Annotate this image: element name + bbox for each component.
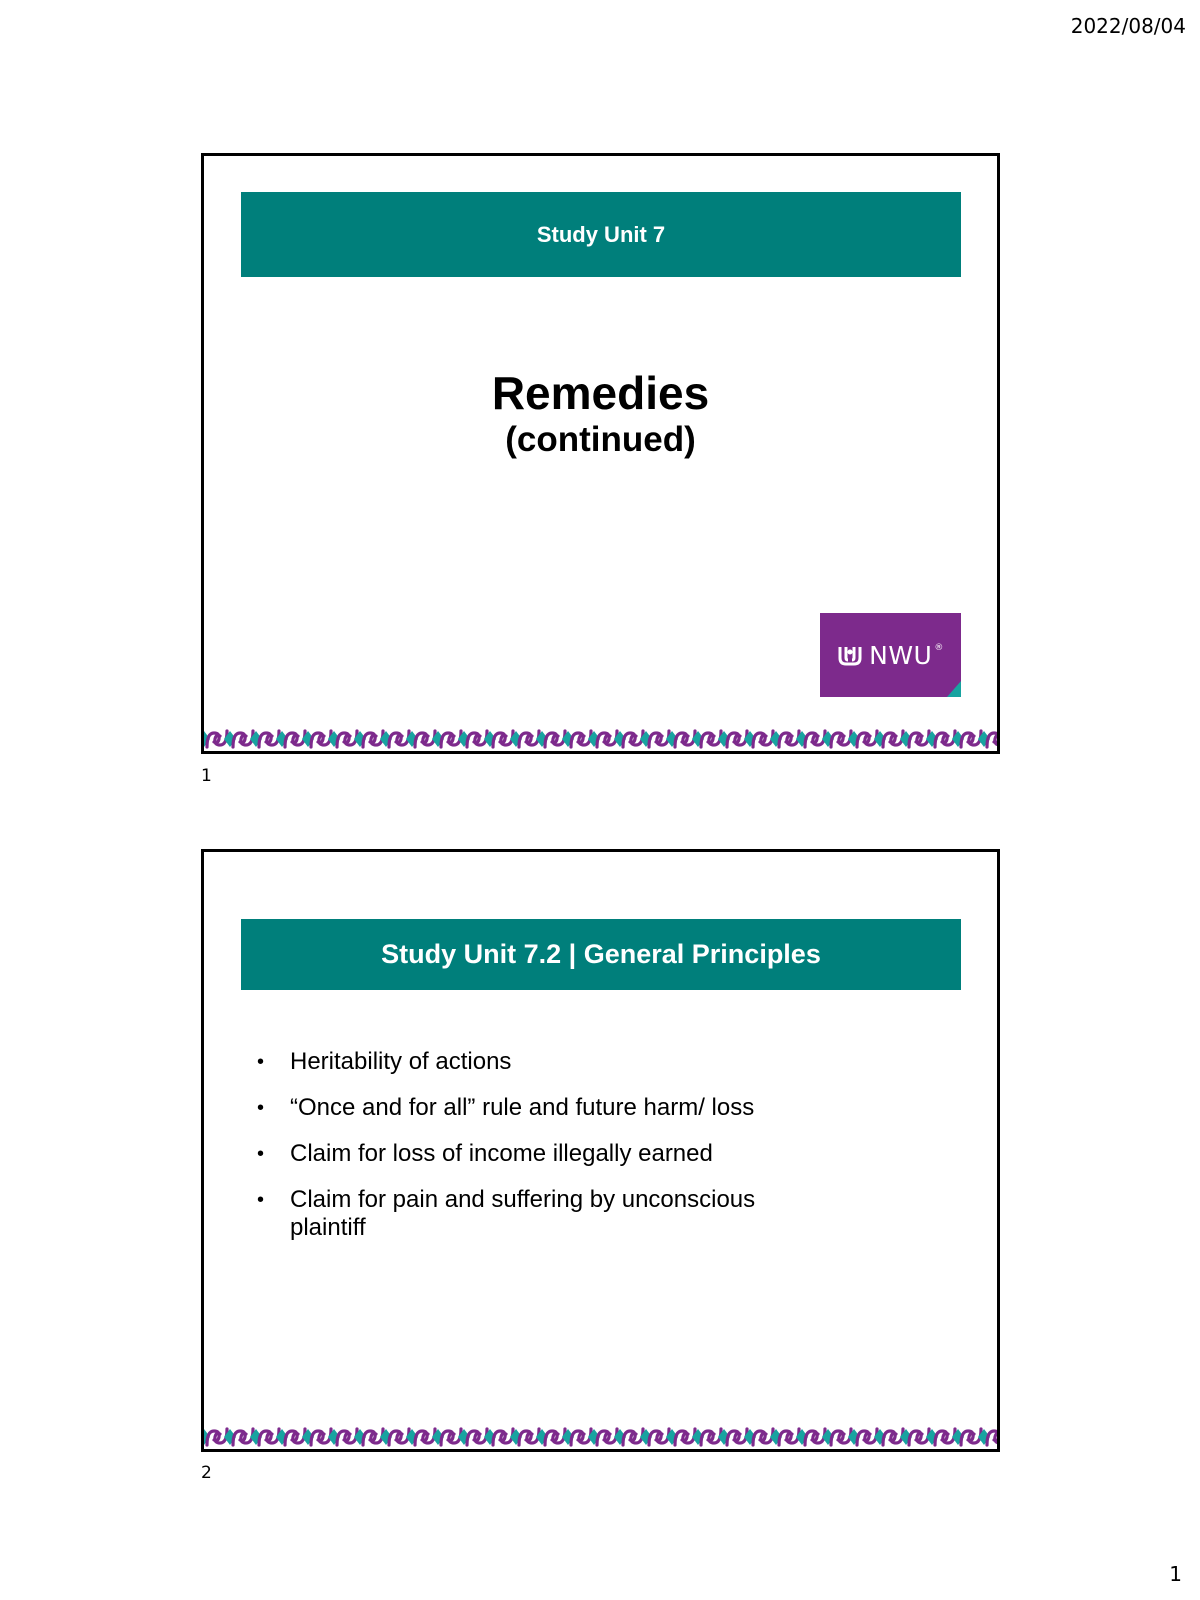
slide-1 <box>201 153 1000 754</box>
bullet-item: • “Once and for all” rule and future harm/ loss <box>257 1094 817 1122</box>
bullet-item: • Heritability of actions <box>257 1048 817 1076</box>
subtitle-text: (continued) <box>505 420 696 459</box>
logo-text: NWU <box>869 640 933 670</box>
slide-2-number: 2 <box>201 1463 212 1483</box>
page-number: 1 <box>1169 1562 1182 1586</box>
decorative-pattern-band <box>204 1425 997 1449</box>
slide-1-main-title <box>204 366 997 460</box>
registered-mark: ® <box>934 643 944 653</box>
slide-1-number: 1 <box>201 766 212 786</box>
logo-corner-accent <box>947 681 961 697</box>
bullet-item: • Claim for pain and suffering by unconscious plaintiff <box>257 1186 817 1242</box>
nwu-logo <box>820 613 961 697</box>
print-date: 2022/08/04 <box>1070 14 1186 38</box>
slide-1-title-bar: Study Unit 7 <box>241 192 961 277</box>
nwu-emblem-icon <box>837 643 863 667</box>
decorative-pattern-band <box>204 727 997 751</box>
bullet-list <box>257 1048 817 1260</box>
main-title-text: Remedies <box>491 367 710 419</box>
slide-2 <box>201 849 1000 1452</box>
bullet-item: • Claim for loss of income illegally earned <box>257 1140 817 1168</box>
slide-2-title-bar: Study Unit 7.2 | General Principles <box>241 919 961 990</box>
